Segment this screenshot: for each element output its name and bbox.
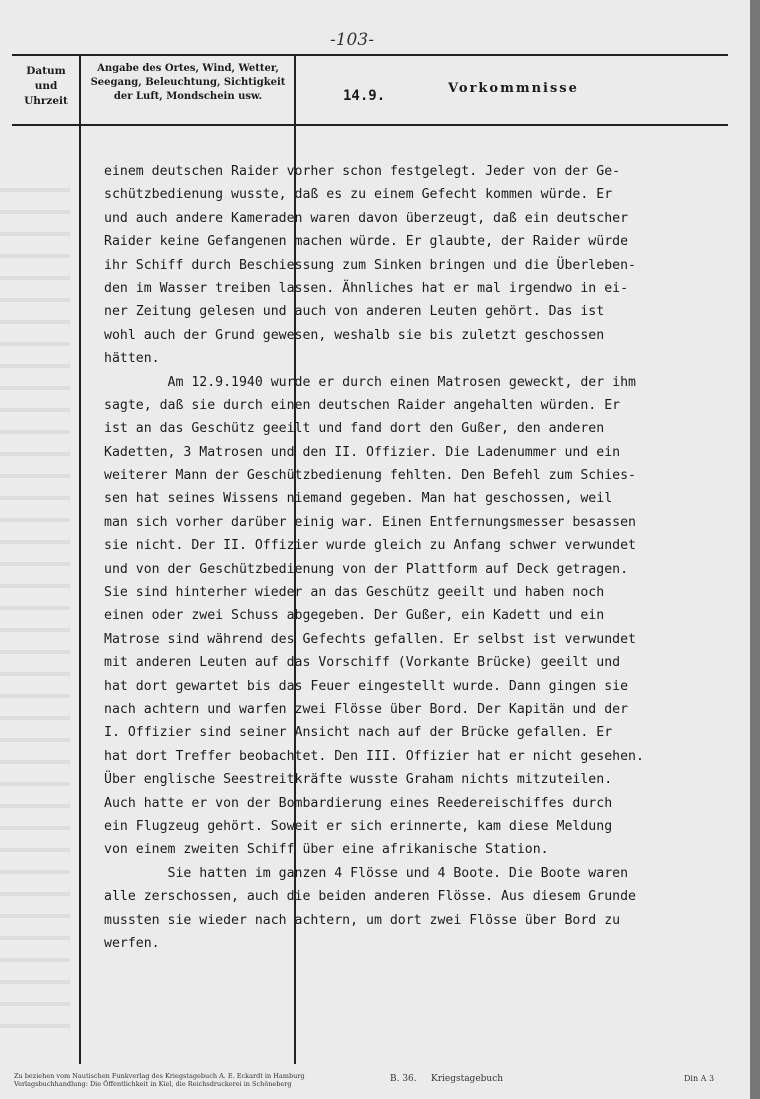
entry-date: 14.9. xyxy=(343,88,386,104)
footer-note-line: Verlagsbuchhandlung: Die Öffentlichkeit in Kiel, die Reichsdruckerei in Schöneberg xyxy=(14,1080,292,1088)
text-line: werfen. xyxy=(104,935,160,951)
paper-size-label: Din A 3 xyxy=(684,1074,715,1083)
text-line: weiterer Mann der Geschützbedienung fehlten. Den Befehl zum Schies- xyxy=(104,468,636,484)
text-line: Am 12.9.1940 wurde er durch einen Matrosen geweckt, der ihm xyxy=(104,374,636,390)
text-line: wohl auch der Grund gewesen, weshalb sie bis zuletzt geschossen xyxy=(104,327,605,343)
text-line: Kadetten, 3 Matrosen und den II. Offizier. Die Ladenummer und ein xyxy=(104,444,621,460)
text-line: alle zerschossen, auch die beiden anderen Flösse. Aus diesem Grunde xyxy=(104,889,636,905)
text-line: hat dort gewartet bis das Feuer eingestellt wurde. Dann gingen sie xyxy=(104,678,629,694)
page-number: -103- xyxy=(330,30,374,50)
column-rule-date xyxy=(79,54,81,1064)
text-line: ist an das Geschütz geeilt und fand dort den Gußer, den anderen xyxy=(104,421,605,437)
text-line: ein Flugzeug gehört. Soweit er sich erinnerte, kam diese Meldung xyxy=(104,818,613,834)
text-line: von einem zweiten Schiff über eine afrikanische Station. xyxy=(104,842,549,858)
text-line: I. Offizier sind seiner Ansicht nach auf der Brücke gefallen. Er xyxy=(104,725,613,741)
text-line: Raider keine Gefangenen machen würde. Er glaubte, der Raider würde xyxy=(104,234,629,250)
text-line: ner Zeitung gelesen und auch von anderen Leuten gehört. Das ist xyxy=(104,304,605,320)
date-column-heading xyxy=(14,64,78,109)
text-line: Sie sind hinterher wieder an das Geschütz geeilt und haben noch xyxy=(104,585,605,601)
footer-form-id xyxy=(390,1074,503,1084)
text-line: nach achtern und warfen zwei Flösse über Bord. Der Kapitän und der xyxy=(104,701,629,717)
place-heading-line: Seegang, Beleuchtung, Sichtigkeit xyxy=(90,77,286,88)
text-line: sagte, daß sie durch einen deutschen Raider angehalten würden. Er xyxy=(104,397,621,413)
text-line: einem deutschen Raider vorher schon festgelegt. Jeder von der Ge- xyxy=(104,164,621,179)
text-line: Matrose sind während des Gefechts gefallen. Er selbst ist verwundet xyxy=(104,631,636,647)
text-line: sie nicht. Der II. Offizier wurde gleich zu Anfang schwer verwundet xyxy=(104,538,636,554)
text-line: sen hat seines Wissens niemand gegeben. Man hat geschossen, weil xyxy=(104,491,613,507)
text-line: mussten sie wieder nach achtern, um dort zwei Flösse über Bord zu xyxy=(104,912,621,928)
date-heading-line: Datum xyxy=(26,65,66,77)
bleed-through-shadow xyxy=(0,170,70,1030)
form-title: Kriegstagebuch xyxy=(430,1074,504,1084)
text-line: ihr Schiff durch Beschiessung zum Sinken bringen und die Überleben- xyxy=(104,257,636,273)
text-line: einen oder zwei Schuss abgegeben. Der Gußer, ein Kadett und ein xyxy=(104,608,605,624)
date-heading-line: und xyxy=(34,80,58,92)
events-column-heading: Vorkommnisse xyxy=(448,81,579,96)
text-line: hätten. xyxy=(104,351,160,367)
log-entry-text xyxy=(104,160,754,955)
text-line: und auch andere Kameraden waren davon überzeugt, daß ein deutscher xyxy=(104,210,629,226)
footer-note-line: Zu beziehen vom Nautischen Funkverlag des Kriegstagebuch A. E. Eckardt in Hamburg xyxy=(14,1072,305,1080)
place-column-heading xyxy=(84,62,292,104)
text-line: Sie hatten im ganzen 4 Flösse und 4 Boote. Die Boote waren xyxy=(104,865,629,881)
place-heading-line: Angabe des Ortes, Wind, Wetter, xyxy=(97,63,279,74)
text-line: man sich vorher darüber einig war. Einen Entfernungsmesser besassen xyxy=(104,514,636,530)
header-top-rule xyxy=(12,54,728,56)
header-bottom-rule xyxy=(12,124,728,126)
place-heading-line: der Luft, Mondschein usw. xyxy=(113,91,263,102)
text-line: und von der Geschützbedienung von der Plattform auf Deck getragen. xyxy=(104,561,629,577)
text-line: mit anderen Leuten auf das Vorschiff (Vorkante Brücke) geeilt und xyxy=(104,655,621,671)
text-line: schützbedienung wusste, daß es zu einem Gefecht kommen würde. Er xyxy=(104,187,613,203)
form-number: B. 36. xyxy=(390,1074,417,1084)
text-line: Über englische Seestreitkräfte wusste Graham nichts mitzuteilen. xyxy=(104,772,613,788)
footer-publisher-note xyxy=(14,1072,374,1088)
date-heading-line: Uhrzeit xyxy=(24,95,68,107)
text-line: den im Wasser treiben lassen. Ähnliches hat er mal irgendwo in ei- xyxy=(104,280,629,296)
text-line: hat dort Treffer beobachtet. Den III. Offizier hat er nicht gesehen. xyxy=(104,748,644,764)
text-line: Auch hatte er von der Bombardierung eines Reedereischiffes durch xyxy=(104,795,613,811)
